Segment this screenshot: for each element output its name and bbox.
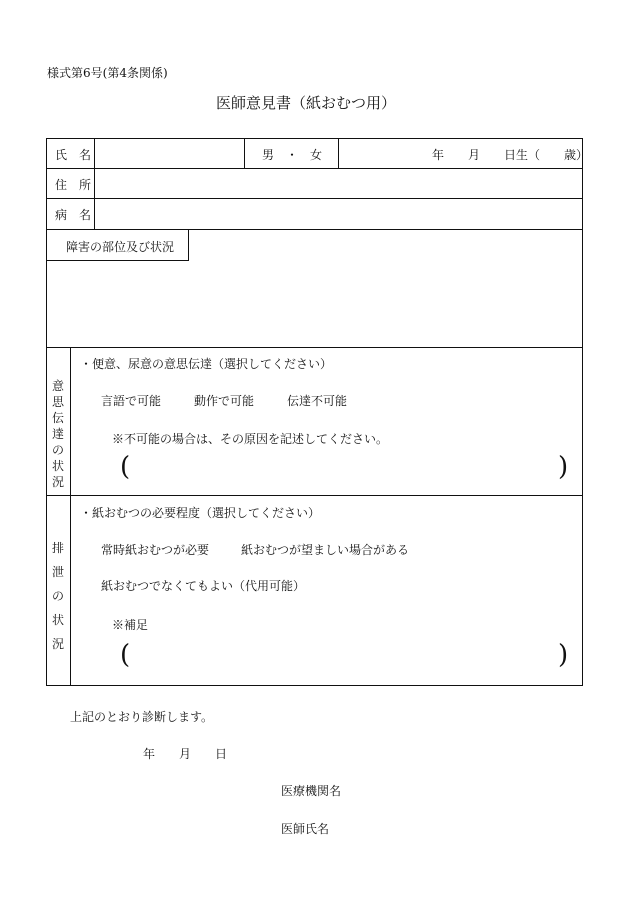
document-title: 医師意見書（紙おむつ用） [216, 94, 397, 112]
name-label: 氏 名 [55, 148, 92, 162]
communication-heading: ・便意、尿意の意思伝達（選択してください） [80, 357, 333, 371]
excretion-supplement-field[interactable] [135, 640, 555, 668]
communication-side-label: 意 思 伝 達 の 状 況 [51, 379, 64, 489]
institution-label: 医療機関名 [281, 784, 342, 798]
option-diaper-preferable[interactable]: 紙おむつが望ましい場合がある [241, 543, 410, 557]
option-impossible[interactable]: 伝達不可能 [287, 394, 348, 408]
diagnosis-date[interactable]: 年 月 日 [143, 747, 228, 761]
birth-date-field[interactable]: 年 月 日生（ 歳） [432, 148, 589, 162]
communication-paren-open: ( [120, 452, 131, 482]
excretion-note: ※補足 [112, 618, 149, 632]
disability-label: 障害の部位及び状況 [66, 240, 175, 254]
disease-label: 病 名 [55, 208, 92, 222]
communication-paren-close: ) [558, 452, 569, 482]
address-field[interactable] [96, 170, 581, 197]
excretion-paren-open: ( [120, 640, 131, 670]
form-number: 様式第6号(第4条関係) [47, 66, 168, 80]
option-always-diaper[interactable]: 常時紙おむつが必要 [101, 543, 210, 557]
diagnosis-statement: 上記のとおり診断します。 [70, 710, 214, 724]
gender-selection[interactable]: 男 ・ 女 [262, 148, 323, 162]
option-verbal[interactable]: 言語で可能 [101, 394, 162, 408]
disease-field[interactable] [96, 200, 581, 227]
name-field[interactable] [96, 140, 243, 167]
address-label: 住 所 [55, 178, 92, 192]
communication-reason-field[interactable] [135, 452, 555, 480]
doctor-name-label: 医師氏名 [281, 822, 330, 836]
excretion-heading: ・紙おむつの必要程度（選択してください） [80, 506, 321, 520]
communication-note: ※不可能の場合は、その原因を記述してください。 [112, 432, 389, 446]
option-gesture[interactable]: 動作で可能 [194, 394, 255, 408]
option-substitute-ok[interactable]: 紙おむつでなくてもよい（代用可能） [101, 579, 306, 593]
excretion-side-label: 排 泄 の 状 況 [51, 541, 64, 651]
excretion-paren-close: ) [558, 640, 569, 670]
disability-field[interactable] [48, 262, 581, 346]
